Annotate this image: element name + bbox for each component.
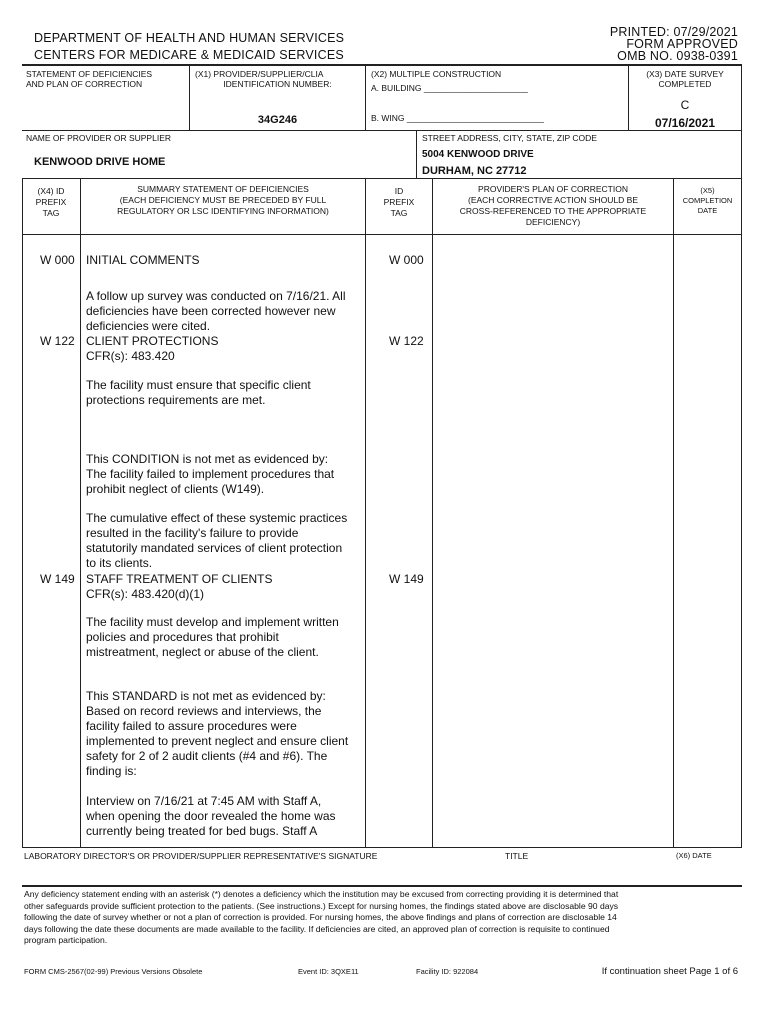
x3-label-2: COMPLETED [658,79,712,89]
address-label: STREET ADDRESS, CITY, STATE, ZIP CODE [422,133,597,143]
department-line-1: DEPARTMENT OF HEALTH AND HUMAN SERVICES [34,31,345,45]
disclaimer-block [24,889,618,947]
p3-line-3: prohibit neglect of clients (W149). [86,482,265,496]
right-border-top [741,64,742,179]
divider-x2 [365,64,366,131]
x1-label-2: IDENTIFICATION NUMBER: [223,79,332,89]
p2-line-2: protections requirements are met. [86,393,266,407]
initial-comments-heading: INITIAL COMMENTS [86,253,200,267]
x5-header-2: COMPLETION [682,196,733,205]
form-approved: FORM APPROVED [626,37,738,51]
provider-name: KENWOOD DRIVE HOME [34,156,166,168]
plan-header-4: DEFICIENCY) [525,217,581,227]
p7-line-3: currently being treated for bed bugs. Staff A [86,824,318,838]
title-label: TITLE [505,851,529,861]
provider-name-label: NAME OF PROVIDER OR SUPPLIER [26,133,171,143]
p4-line-1: The cumulative effect of these systemic practices [86,511,348,525]
p6-line-4: implemented to prevent neglect and ensure client [86,734,349,748]
p7-line-1: Interview on 7/16/21 at 7:45 AM with Staff A, [86,794,322,808]
disclaimer-line-2: other safeguards provide sufficient protection to the patients. (See instructions.) Except for nursing homes, the findings stated above are disclosable 90 days [24,900,619,911]
rule-disclaimer [22,885,742,887]
p6-line-3: facility failed to assure procedures were [86,719,297,733]
survey-completed-date: 07/16/2021 [654,116,716,130]
address-line-1: 5004 KENWOOD DRIVE [422,149,534,160]
cfr-line-2: CFR(s): 483.420(d)(1) [86,587,205,601]
p4-line-4: to its clients. [86,556,153,570]
x2-label: (X2) MULTIPLE CONSTRUCTION [371,69,502,79]
x5-header-3: DATE [697,206,718,215]
printed-date: PRINTED: 07/29/2021 [609,25,738,39]
p1-line-3: deficiencies were cited. [86,319,211,333]
summary-header-2: (EACH DEFICIENCY MUST BE PRECEDED BY FULL [119,195,327,205]
divider-id-plan [432,178,433,848]
facility-id: Facility ID: 922084 [416,967,479,976]
omb-number: OMB NO. 0938-0391 [617,49,738,63]
statement-label-1: STATEMENT OF DEFICIENCIES [26,69,153,79]
divider-address [416,130,417,179]
p4-line-3: statutorily mandated services of client protection [86,541,343,555]
p1-line-1: A follow up survey was conducted on 7/16/21. All [86,289,346,303]
p5-line-1: The facility must develop and implement written [86,615,339,629]
x3-label-1: (X3) DATE SURVEY [646,69,724,79]
plan-header-1: PROVIDER'S PLAN OF CORRECTION [478,184,628,194]
x4-header-1: (X4) ID [37,186,65,196]
staff-treatment-heading: STAFF TREATMENT OF CLIENTS [86,572,273,586]
disclaimer-line-3: following the date of survey whether or not a plan of correction is provided. For nursing homes, the above findings and plans of correction are disclosable 14 [24,912,617,922]
tag-w000-left: W 000 [40,253,75,267]
rule-signature [22,847,742,848]
tag-w122-left: W 122 [40,334,75,348]
statement-label-2: AND PLAN OF CORRECTION [26,79,143,89]
wing-label: B. WING _____________________________ [371,113,544,123]
date-label: (X6) DATE [676,851,712,860]
p5-line-3: mistreatment, neglect or abuse of the client. [86,645,319,659]
id-header-3: TAG [390,208,408,218]
x5-header-1: (X5) [700,186,715,195]
p3-line-1: This CONDITION is not met as evidenced by: [86,452,329,466]
plan-header-3: CROSS-REFERENCED TO THE APPROPRIATE [459,206,647,216]
p3-line-2: The facility failed to implement procedures that [86,467,335,481]
right-border [741,178,742,848]
tag-w149-left: W 149 [40,572,75,586]
x4-header-2: PREFIX [35,197,67,207]
x4-header-3: TAG [42,208,60,218]
p6-line-5: safety for 2 of 2 audit clients (#4 and #6). The [86,749,328,763]
left-border [22,178,23,848]
summary-header-3: REGULATORY OR LSC IDENTIFYING INFORMATION) [117,206,329,216]
p6-line-6: finding is: [86,764,137,778]
tag-w000-right: W 000 [389,253,424,267]
p5-line-2: policies and procedures that prohibit [86,630,279,644]
rule-header-bottom [22,234,742,235]
signature-label: LABORATORY DIRECTOR'S OR PROVIDER/SUPPLIER REPRESENTATIVE'S SIGNATURE [24,851,378,861]
divider-tag-summary [80,178,81,848]
p1-line-2: deficiencies have been corrected however new [86,304,336,318]
disclaimer-line-1: Any deficiency statement ending with an asterisk (*) denotes a deficiency which the institution may be excused from correcting providing it is determined that [24,889,619,899]
p2-line-1: The facility must ensure that specific client [86,378,311,392]
id-header-2: PREFIX [383,197,415,207]
summary-header-1: SUMMARY STATEMENT OF DEFICIENCIES [137,184,309,194]
top-rule [22,64,742,66]
divider-summary-id [365,178,366,848]
p7-line-2: when opening the door revealed the home was [86,809,336,823]
p6-line-2: Based on record reviews and interviews, the [86,704,322,718]
p4-line-2: resulted in the facility's failure to provide [86,526,299,540]
disclaimer-line-5: program participation. [24,935,108,945]
rule-columns [22,178,742,179]
tag-w149-right: W 149 [389,572,424,586]
building-label: A. BUILDING ______________________ [371,83,528,93]
id-header-1: ID [394,186,404,196]
client-protections-heading: CLIENT PROTECTIONS [86,334,219,348]
cfr-line-1: CFR(s): 483.420 [86,349,175,363]
disclaimer-line-4: days following the date these documents are made available to the facility. If deficiencies are cited, an approved plan of correction is requisite to continued [24,923,610,934]
survey-code: C [680,98,690,112]
form-number: FORM CMS-2567(02-99) Previous Versions Obsolete [24,967,203,976]
p6-line-1: This STANDARD is not met as evidenced by: [86,689,326,703]
provider-id-number: 34G246 [257,114,298,126]
plan-header-2: (EACH CORRECTIVE ACTION SHOULD BE [467,195,639,205]
department-line-2: CENTERS FOR MEDICARE & MEDICAID SERVICES [34,48,344,62]
x1-label-1: (X1) PROVIDER/SUPPLIER/CLIA [195,69,324,79]
event-id: Event ID: 3QXE11 [298,967,359,976]
address-line-2: DURHAM, NC 27712 [422,165,527,177]
page-indicator: If continuation sheet Page 1 of 6 [601,966,738,977]
divider-plan-x5 [673,178,674,848]
tag-w122-right: W 122 [389,334,424,348]
rule-provider [22,130,742,131]
